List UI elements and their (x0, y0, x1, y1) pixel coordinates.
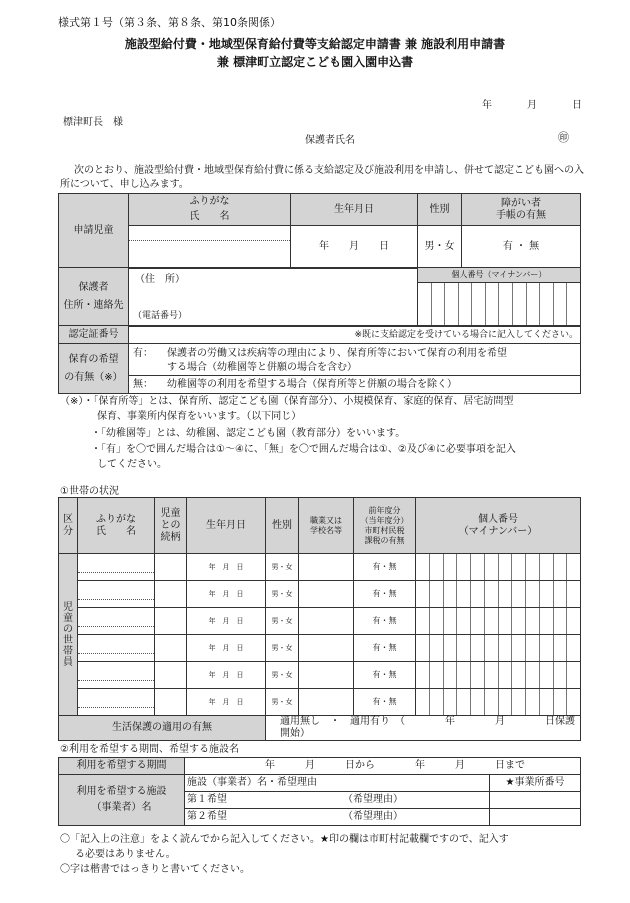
hh-job-cell[interactable] (299, 689, 354, 716)
choice1-reason: （希望理由） (343, 794, 403, 805)
hh-sex-header: 性別 (266, 498, 299, 554)
hh-relation-cell[interactable] (155, 554, 187, 581)
hh-sex-cell[interactable]: 男・女 (266, 635, 299, 662)
applicant-name-field[interactable] (129, 226, 291, 269)
guardian-mynumber-field[interactable] (418, 268, 581, 327)
hh-name-header-text: 氏 名 (96, 525, 136, 537)
job-header: 職業又は 学校名等 (299, 498, 354, 554)
facility-header: 施設（事業者）名・希望理由 (185, 775, 490, 792)
cert-label: 認定証番号 (59, 326, 129, 344)
applicant-table (58, 193, 581, 269)
choice2-reason: （希望理由） (343, 811, 403, 822)
hh-birth-cell[interactable]: 年 月 日 (187, 689, 266, 716)
hh-tax-cell[interactable]: 有・無 (354, 554, 416, 581)
choice1-label: 第１希望 (187, 794, 227, 805)
wish-no-row[interactable] (129, 376, 581, 394)
facility-label-line1: 利用を希望する施設 (76, 786, 167, 797)
furigana-header: ふりがな (129, 194, 291, 210)
table-row (59, 662, 581, 689)
table-row (59, 689, 581, 716)
addressee: 標津町長 様 (63, 117, 123, 128)
cert-table (58, 325, 581, 344)
hh-job-cell[interactable] (299, 608, 354, 635)
household-side-text: 児童の世帯員 (63, 601, 73, 668)
hh-sex-cell[interactable]: 男・女 (266, 608, 299, 635)
footer-line2: る必要はありません。 (75, 849, 176, 860)
hh-name-cell[interactable] (78, 662, 155, 689)
address-label: （住 所） (135, 274, 185, 285)
hh-relation-cell[interactable] (155, 689, 187, 716)
facility-table (58, 757, 581, 826)
hh-name-cell[interactable] (78, 554, 155, 581)
hh-job-cell[interactable] (299, 662, 354, 689)
hh-sex-cell[interactable]: 男・女 (266, 662, 299, 689)
hh-birth-cell[interactable]: 年 月 日 (187, 662, 266, 689)
facility-label-line2: （事業者）名 (91, 802, 152, 813)
note-line5: してください。 (97, 459, 167, 470)
guardian-address-field[interactable] (129, 268, 418, 327)
disability-header: 障がい者 手帳の有無 (462, 194, 581, 226)
period-label: 利用を希望する期間 (59, 758, 185, 775)
hh-job-cell[interactable] (299, 635, 354, 662)
wish-no-key: 無： (133, 379, 153, 390)
choice2-label: 第２希望 (187, 811, 227, 822)
hh-sex-cell[interactable]: 男・女 (266, 554, 299, 581)
note-line1: （※）・「保育所等」とは、保育所、認定こども園（保育部分）、小規模保育、家庭的保育、居宅訪問型 (60, 396, 514, 407)
hh-name-cell[interactable] (78, 581, 155, 608)
wish-no-text: 幼稚園等の利用を希望する場合（保育所等と併願の場合を除く） (167, 379, 457, 390)
applicant-disability-field[interactable]: 有 ・ 無 (462, 226, 581, 269)
date-day: 日 (572, 100, 582, 111)
wish-yes-key: 有： (133, 348, 153, 359)
table-row (59, 554, 581, 581)
household-section-title: ①世帯の状況 (60, 486, 119, 497)
note-line2: 保育、事業所内保育をいいます。（以下同じ） (97, 411, 302, 422)
hh-mynumber-cell[interactable] (416, 635, 581, 662)
welfare-field[interactable]: 適用無し ・ 適用有り （ 年 月 日保護開始） (266, 716, 581, 741)
mynumber-header: 個人番号（マイナンバー） (418, 268, 580, 283)
hh-relation-cell[interactable] (155, 662, 187, 689)
facility-label (59, 775, 185, 826)
seal-mark: ㊞ (558, 131, 569, 144)
hh-mynumber-cell[interactable] (416, 662, 581, 689)
phone-label: （電話番号） (133, 311, 188, 321)
hh-tax-cell[interactable]: 有・無 (354, 689, 416, 716)
hh-tax-cell[interactable]: 有・無 (354, 608, 416, 635)
hh-mynumber-cell[interactable] (416, 554, 581, 581)
table-row (59, 608, 581, 635)
date-year: 年 (482, 100, 492, 111)
form-number: 様式第１号（第３条、第８条、第10条関係） (58, 16, 281, 29)
welfare-label: 生活保護の適用の有無 (59, 716, 266, 741)
tax-header: 前年度分 （当年度分） 市町村民税 課税の有無 (354, 498, 416, 554)
hh-furigana-header: ふりがな (96, 513, 136, 525)
hh-mynumber-cell[interactable] (416, 608, 581, 635)
wish-yes-text1: 保護者の労働又は疾病等の理由により、保育所等において保育の利用を希望 (167, 348, 507, 359)
hh-relation-cell[interactable] (155, 581, 187, 608)
hh-name-cell[interactable] (78, 635, 155, 662)
hh-birth-header: 生年月日 (187, 498, 266, 554)
note-line3: ・「幼稚園等」とは、幼稚園、認定こども園（教育部分）をいいます。 (91, 428, 406, 439)
hh-relation-cell[interactable] (155, 608, 187, 635)
name-header: 氏 名 (129, 210, 291, 226)
wish-table (58, 343, 581, 394)
hh-mynumber-cell[interactable] (416, 689, 581, 716)
guardian-name-label: 保護者氏名 (305, 135, 355, 146)
hh-birth-cell[interactable]: 年 月 日 (187, 581, 266, 608)
hh-tax-cell[interactable]: 有・無 (354, 662, 416, 689)
hh-job-cell[interactable] (299, 554, 354, 581)
hh-sex-cell[interactable]: 男・女 (266, 581, 299, 608)
hh-sex-cell[interactable]: 男・女 (266, 689, 299, 716)
wish-label-line1: 保育の希望 (68, 353, 119, 365)
household-table (58, 497, 581, 741)
choice1-field[interactable] (185, 792, 490, 809)
wish-yes-text2: する場合（幼稚園等と併願の場合を含む） (167, 362, 357, 373)
date-month: 月 (527, 100, 537, 111)
guardian-label (59, 268, 129, 327)
guardian-label-line1: 保護者 (78, 282, 109, 293)
form-title-line1: 施設型給付費・地域型保育給付費等支給認定申請書 兼 施設利用申請書 (124, 37, 506, 51)
hh-tax-cell[interactable]: 有・無 (354, 581, 416, 608)
office-no-header: ★事業所番号 (490, 775, 581, 792)
guardian-table (58, 267, 581, 327)
choice2-office-field[interactable] (490, 809, 581, 826)
guardian-label-line2: 住所・連絡先 (63, 300, 124, 311)
applicant-sex-field[interactable]: 男・女 (418, 226, 462, 269)
footer-line3: 〇字は楷書ではっきりと書いてください。 (60, 864, 250, 875)
hh-name-header (78, 498, 155, 554)
sex-header: 性別 (418, 194, 462, 226)
note-line4: ・「有」を〇で囲んだ場合は①～④に、「無」を〇で囲んだ場合は①、②及び④に必要事項を記入 (91, 444, 516, 455)
choice2-field[interactable] (185, 809, 490, 826)
hh-birth-cell[interactable]: 年 月 日 (187, 554, 266, 581)
table-row (59, 635, 581, 662)
intro-text: 次のとおり、施設型給付費・地域型保育給付費に係る支給認定及び施設利用を申請し、併せて認定こども園への入所について、申し込みます。 (60, 165, 584, 190)
wish-label-line2: の有無（※） (64, 371, 123, 383)
hh-mynumber-header: 個人番号 （マイナンバー） (416, 498, 581, 554)
form-title-line2: 兼 標津町立認定こども園入園申込書 (216, 55, 414, 69)
hh-birth-cell[interactable]: 年 月 日 (187, 608, 266, 635)
wish-label (59, 344, 129, 394)
hh-name-cell[interactable] (78, 608, 155, 635)
facility-section-title: ②利用を希望する期間、希望する施設名 (60, 744, 239, 755)
choice1-office-field[interactable] (490, 792, 581, 809)
birth-header: 生年月日 (291, 194, 418, 226)
hh-mynumber-cell[interactable] (416, 581, 581, 608)
wish-yes-row[interactable] (129, 344, 581, 376)
applicant-birth-field[interactable]: 年 月 日 (291, 226, 418, 269)
period-field[interactable]: 年 月 日から 年 月 日まで (185, 758, 581, 775)
hh-tax-cell[interactable]: 有・無 (354, 635, 416, 662)
applicant-label: 申請児童 (59, 194, 129, 269)
hh-birth-cell[interactable]: 年 月 日 (187, 635, 266, 662)
relation-header: 児童 との 続柄 (155, 498, 187, 554)
household-side-label (59, 554, 78, 716)
hh-relation-cell[interactable] (155, 635, 187, 662)
hh-name-cell[interactable] (78, 689, 155, 716)
table-row (59, 581, 581, 608)
kubun-header: 区 分 (59, 498, 78, 554)
footer-line1: 〇「記入上の注意」をよく読んでから記入してください。★印の欄は市町村記載欄ですので、記入す (60, 834, 509, 845)
hh-job-cell[interactable] (299, 581, 354, 608)
cert-field[interactable]: ※既に支給認定を受けている場合に記入してください。 (129, 326, 581, 344)
